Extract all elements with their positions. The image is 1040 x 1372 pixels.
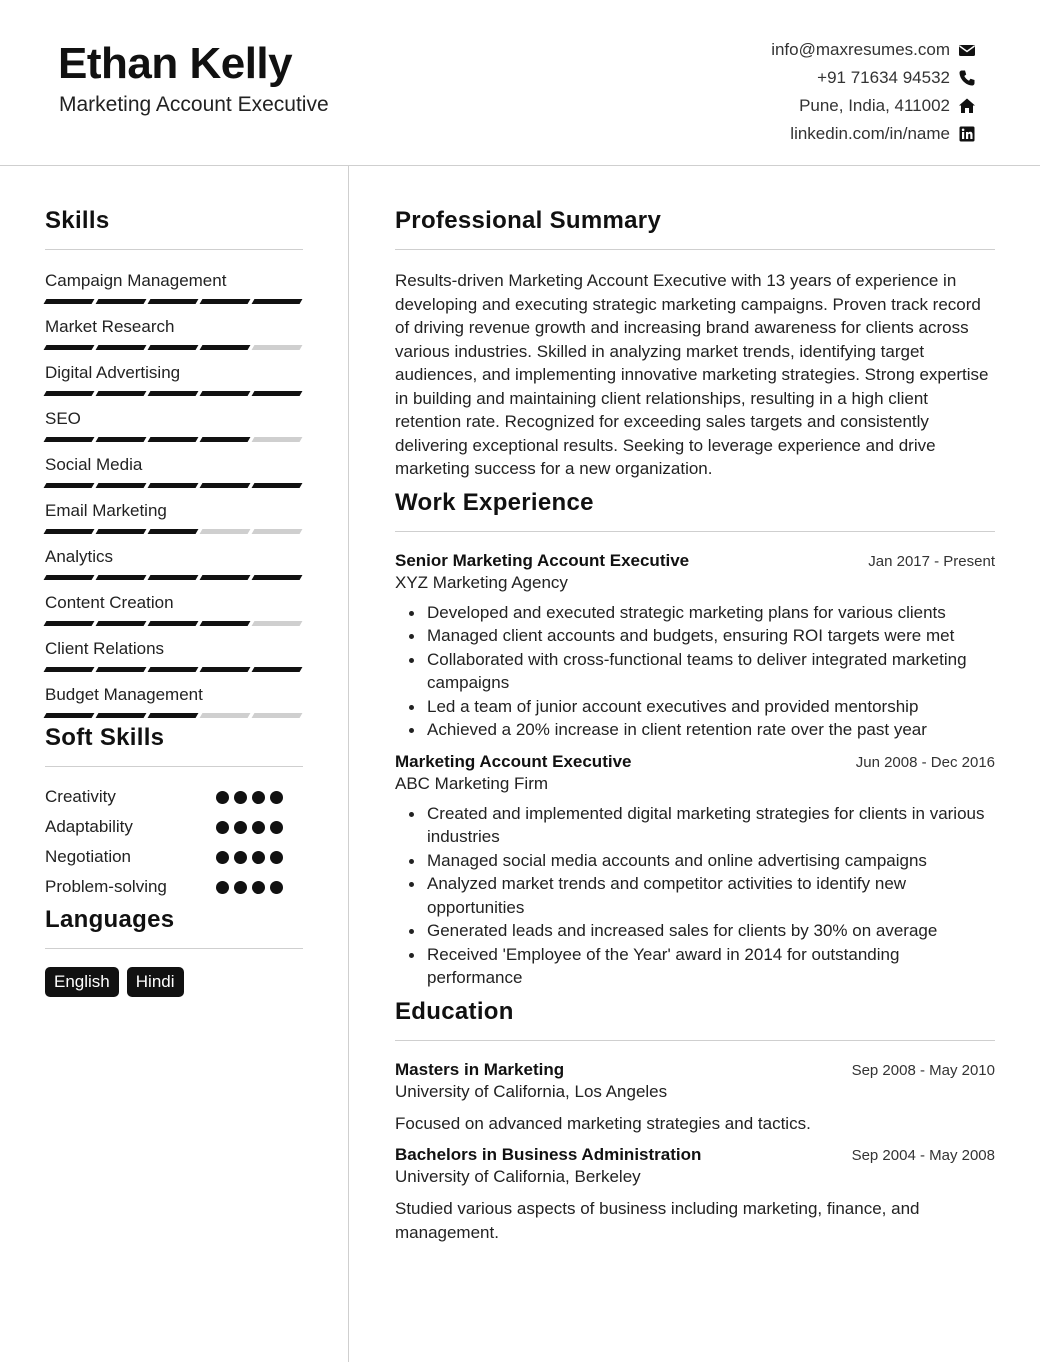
education-header	[395, 1145, 995, 1165]
rating-dot	[252, 881, 265, 894]
soft-skills-heading: Soft Skills	[45, 724, 165, 751]
skill-label: Content Creation	[45, 593, 174, 612]
rating-segment	[148, 529, 199, 534]
skill-item	[45, 316, 303, 350]
rating-dot	[216, 821, 229, 834]
soft-skills-rule	[45, 766, 303, 767]
rating-segment	[252, 345, 303, 350]
rating-segment	[96, 345, 147, 350]
column-divider	[348, 166, 349, 1362]
soft-skill-rating	[216, 881, 283, 894]
rating-segment	[200, 299, 251, 304]
rating-segment	[148, 345, 199, 350]
rating-dot	[270, 881, 283, 894]
rating-segment	[44, 299, 95, 304]
rating-segment	[200, 713, 251, 718]
rating-segment	[252, 575, 303, 580]
skill-item	[45, 408, 303, 442]
contact-list	[771, 36, 976, 148]
skills-heading: Skills	[45, 207, 110, 234]
soft-skills-list	[45, 782, 303, 902]
soft-skill-item	[45, 782, 303, 812]
skill-rating-bar	[45, 391, 303, 396]
skill-rating-bar	[45, 621, 303, 626]
rating-segment	[44, 621, 95, 626]
bullet-item: Analyzed market trends and competitor activities to identify new opportunities	[395, 872, 995, 919]
rating-segment	[44, 529, 95, 534]
job-dates: Jun 2008 - Dec 2016	[855, 753, 995, 771]
rating-segment	[96, 575, 147, 580]
job-header	[395, 551, 995, 571]
rating-segment	[200, 437, 251, 442]
rating-segment	[200, 483, 251, 488]
language-badge: English	[45, 967, 119, 997]
rating-segment	[96, 299, 147, 304]
job-bullets	[395, 802, 995, 990]
skill-label: Campaign Management	[45, 271, 227, 290]
summary-heading: Professional Summary	[395, 207, 662, 234]
experience-heading: Work Experience	[395, 488, 594, 516]
rating-dot	[216, 851, 229, 864]
rating-dot	[234, 791, 247, 804]
bullet-item: Collaborated with cross-functional teams to deliver integrated marketing campaigns	[395, 648, 995, 695]
summary-rule	[395, 249, 995, 250]
rating-dot	[270, 791, 283, 804]
rating-segment	[200, 345, 251, 350]
rating-segment	[148, 483, 199, 488]
rating-segment	[96, 483, 147, 488]
skill-rating-bar	[45, 667, 303, 672]
skill-label: Email Marketing	[45, 501, 167, 520]
rating-segment	[44, 483, 95, 488]
skill-rating-bar	[45, 575, 303, 580]
job-dates: Jan 2017 - Present	[868, 552, 995, 570]
skill-rating-bar	[45, 713, 303, 718]
contact-linkedin[interactable]	[771, 120, 976, 148]
envelope-icon	[958, 41, 976, 59]
rating-segment	[44, 437, 95, 442]
rating-dot	[234, 821, 247, 834]
education-entry	[395, 1060, 995, 1136]
skill-rating-bar	[45, 299, 303, 304]
soft-skill-rating	[216, 791, 283, 804]
skill-rating-bar	[45, 529, 303, 534]
soft-skill-label: Problem-solving	[45, 877, 167, 896]
resume-header	[0, 0, 1040, 166]
skill-label: SEO	[45, 409, 81, 428]
rating-segment	[200, 575, 251, 580]
contact-phone[interactable]	[771, 64, 976, 92]
rating-segment	[44, 667, 95, 672]
contact-email-text: info@maxresumes.com	[771, 40, 950, 59]
rating-dot	[234, 881, 247, 894]
skill-label: Social Media	[45, 455, 143, 474]
skill-rating-bar	[45, 345, 303, 350]
rating-segment	[96, 391, 147, 396]
school-name: University of California, Los Angeles	[395, 1081, 668, 1101]
rating-segment	[148, 299, 199, 304]
rating-dot	[216, 881, 229, 894]
skill-item	[45, 684, 303, 718]
bullet-item: Managed social media accounts and online advertising campaigns	[395, 849, 995, 873]
skill-item	[45, 592, 303, 626]
rating-segment	[252, 391, 303, 396]
languages-heading: Languages	[45, 906, 175, 933]
candidate-name: Ethan Kelly	[58, 39, 293, 88]
rating-segment	[96, 713, 147, 718]
rating-segment	[252, 621, 303, 626]
skill-rating-bar	[45, 483, 303, 488]
rating-segment	[44, 345, 95, 350]
skill-rating-bar	[45, 437, 303, 442]
soft-skill-label: Creativity	[45, 787, 116, 806]
soft-skill-item	[45, 872, 303, 902]
rating-dot	[234, 851, 247, 864]
rating-dot	[270, 821, 283, 834]
degree-title: Bachelors in Business Administration	[395, 1145, 702, 1164]
soft-skill-rating	[216, 851, 283, 864]
skill-item	[45, 454, 303, 488]
job-title: Senior Marketing Account Executive	[395, 550, 690, 570]
skill-label: Digital Advertising	[45, 363, 181, 382]
experience-list	[395, 551, 995, 990]
skill-label: Client Relations	[45, 639, 165, 658]
job-entry	[395, 752, 995, 990]
rating-segment	[200, 391, 251, 396]
education-heading: Education	[395, 997, 514, 1025]
education-entry	[395, 1145, 995, 1244]
language-badge: Hindi	[127, 967, 184, 997]
rating-segment	[252, 529, 303, 534]
soft-skill-item	[45, 842, 303, 872]
education-description: Studied various aspects of business including marketing, finance, and management.	[395, 1199, 920, 1242]
rating-dot	[216, 791, 229, 804]
rating-segment	[200, 667, 251, 672]
bullet-item: Developed and executed strategic marketing plans for various clients	[395, 601, 995, 625]
education-rule	[395, 1040, 995, 1041]
bullet-item: Managed client accounts and budgets, ensuring ROI targets were met	[395, 624, 995, 648]
skills-rule	[45, 249, 303, 250]
rating-segment	[148, 667, 199, 672]
rating-segment	[148, 437, 199, 442]
experience-rule	[395, 531, 995, 532]
linkedin-icon	[958, 125, 976, 143]
rating-dot	[252, 821, 265, 834]
rating-segment	[96, 529, 147, 534]
bullet-item: Achieved a 20% increase in client retention rate over the past year	[395, 718, 995, 742]
skill-item	[45, 638, 303, 672]
bullet-item: Led a team of junior account executives and provided mentorship	[395, 695, 995, 719]
languages-list	[45, 967, 303, 997]
contact-email[interactable]	[771, 36, 976, 64]
rating-dot	[270, 851, 283, 864]
rating-segment	[44, 713, 95, 718]
phone-icon	[958, 69, 976, 87]
rating-segment	[252, 483, 303, 488]
languages-rule	[45, 948, 303, 949]
rating-segment	[200, 621, 251, 626]
skill-label: Budget Management	[45, 685, 203, 704]
rating-segment	[148, 621, 199, 626]
rating-segment	[148, 391, 199, 396]
rating-segment	[44, 391, 95, 396]
contact-phone-text: +91 71634 94532	[817, 68, 950, 87]
rating-segment	[96, 667, 147, 672]
skill-item	[45, 270, 303, 304]
rating-dot	[252, 851, 265, 864]
rating-segment	[148, 713, 199, 718]
bullet-item: Created and implemented digital marketing strategies for clients in various industries	[395, 802, 995, 849]
soft-skill-label: Adaptability	[45, 817, 133, 836]
skill-label: Market Research	[45, 317, 175, 336]
rating-dot	[252, 791, 265, 804]
job-title: Marketing Account Executive	[395, 751, 632, 771]
rating-segment	[252, 713, 303, 718]
education-dates: Sep 2004 - May 2008	[851, 1147, 995, 1164]
right-column	[395, 205, 995, 1244]
education-header	[395, 1060, 995, 1080]
soft-skill-label: Negotiation	[45, 847, 132, 866]
job-company: XYZ Marketing Agency	[395, 572, 568, 592]
job-header	[395, 752, 995, 772]
bullet-item: Received 'Employee of the Year' award in 2014 for outstanding performance	[395, 943, 995, 990]
skill-item	[45, 500, 303, 534]
education-dates: Sep 2008 - May 2010	[851, 1061, 995, 1079]
contact-address	[771, 92, 976, 120]
job-entry	[395, 551, 995, 742]
bullet-item: Generated leads and increased sales for clients by 30% on average	[395, 919, 995, 943]
soft-skill-rating	[216, 821, 283, 834]
degree-title: Masters in Marketing	[395, 1059, 565, 1079]
summary-text: Results-driven Marketing Account Executive with 13 years of experience in developing and executing strategic marketing campaigns. Proven track record of driving revenue growth and increasing brand awareness for clients across various industries. Skilled in analyzing market trends, identifying target audiences, and implementing innovative marketing strategies. Strong expertise in building and maintaining client relationships, resulting in a high client retention rate. Recognized for exceeding sales targets and consistently delivering exceptional results. Seeking to leverage experience and drive marketing success for a new organization.	[395, 271, 989, 478]
contact-linkedin-text: linkedin.com/in/name	[790, 124, 950, 143]
candidate-title: Marketing Account Executive	[59, 93, 329, 116]
skills-list	[45, 270, 303, 718]
contact-address-text: Pune, India, 411002	[799, 96, 950, 115]
skill-item	[45, 362, 303, 396]
rating-segment	[200, 529, 251, 534]
school-name: University of California, Berkeley	[395, 1167, 641, 1186]
skill-label: Analytics	[45, 547, 114, 566]
rating-segment	[44, 575, 95, 580]
rating-segment	[96, 621, 147, 626]
rating-segment	[252, 299, 303, 304]
left-column	[45, 205, 303, 997]
rating-segment	[148, 575, 199, 580]
education-description: Focused on advanced marketing strategies and tactics.	[395, 1113, 811, 1133]
rating-segment	[252, 667, 303, 672]
rating-segment	[96, 437, 147, 442]
job-company: ABC Marketing Firm	[395, 773, 549, 793]
job-bullets	[395, 601, 995, 742]
soft-skill-item	[45, 812, 303, 842]
skill-item	[45, 546, 303, 580]
education-list	[395, 1060, 995, 1245]
home-icon	[958, 97, 976, 115]
rating-segment	[252, 437, 303, 442]
